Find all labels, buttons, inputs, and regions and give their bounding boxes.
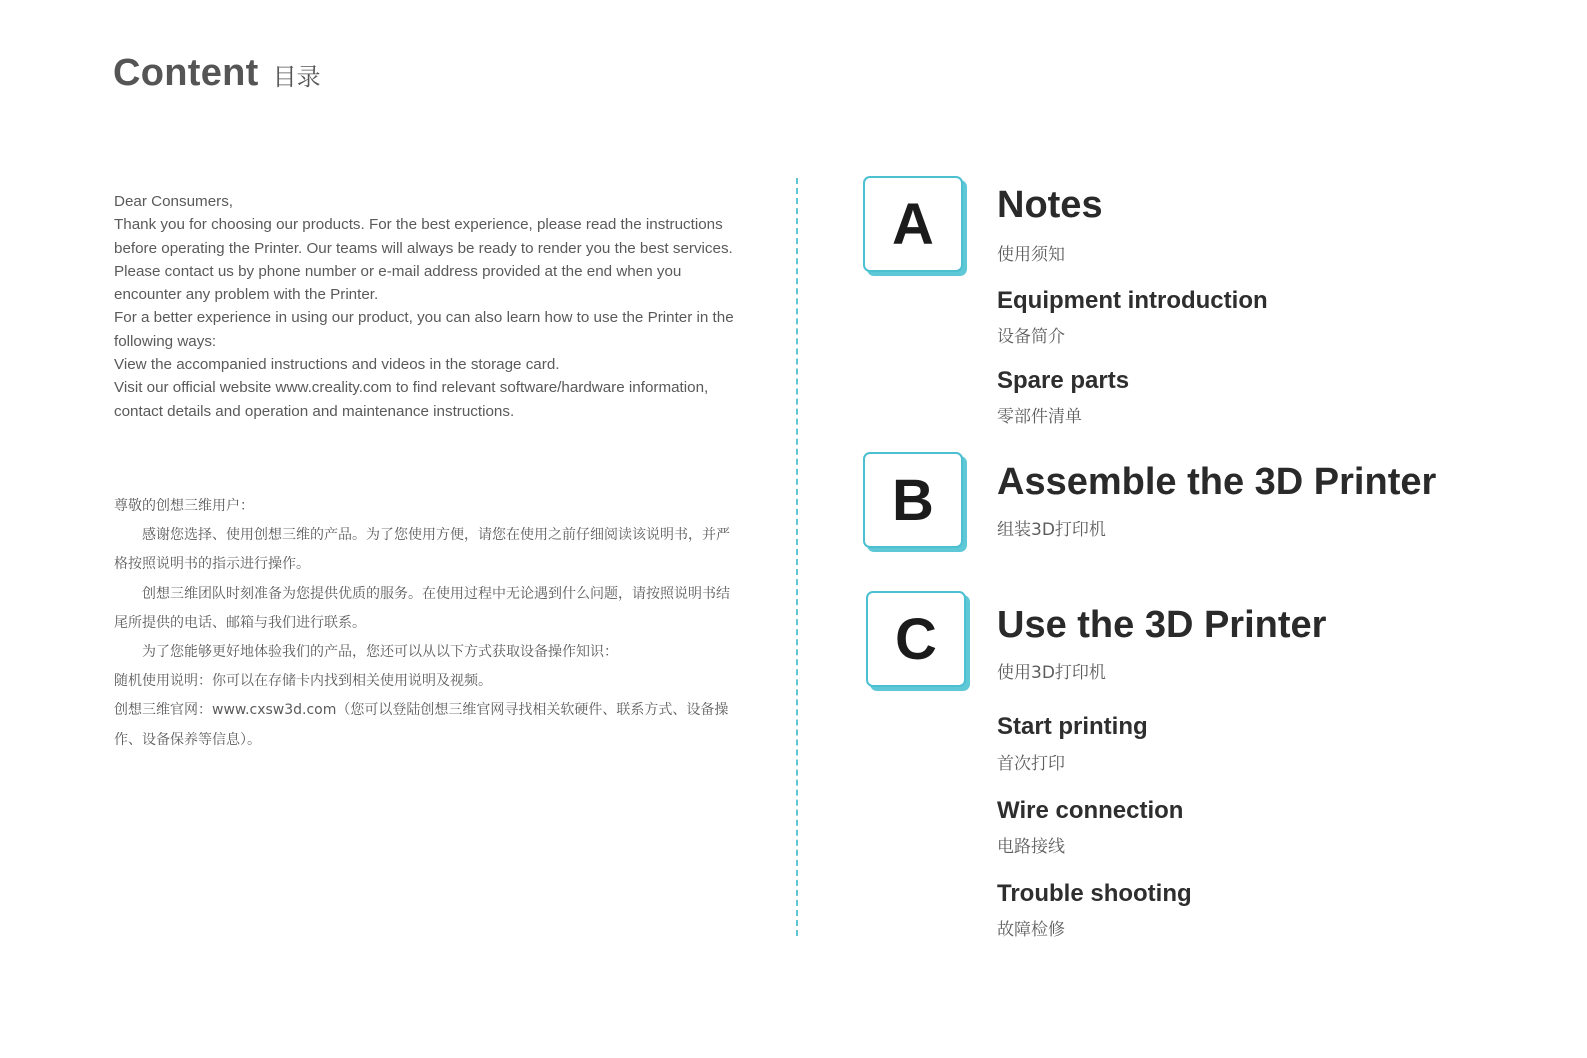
section-a-badge: A bbox=[863, 176, 963, 272]
section-b-badge: B bbox=[863, 452, 963, 548]
intro-english bbox=[114, 190, 734, 423]
intro-chinese bbox=[114, 492, 734, 755]
intro-paragraph-zh: 随机使用说明：你可以在存储卡内找到相关使用说明及视频。 bbox=[114, 673, 492, 690]
page-title-zh: 目录 bbox=[272, 63, 321, 91]
intro-paragraph-zh: 感谢您选择、使用创想三维的产品。为了您使用方便，请您在使用之前仔细阅读该说明书，并严格按照说明书的指示进行操作。 bbox=[114, 527, 730, 573]
section-a-title: Notes bbox=[997, 184, 1103, 226]
intro-paragraph-zh: 为了您能够更好地体验我们的产品，您还可以从以下方式获取设备操作知识： bbox=[142, 644, 618, 661]
toc-item-start-printing-zh: 首次打印 bbox=[997, 754, 1065, 774]
toc-item-trouble-shooting-zh: 故障检修 bbox=[997, 920, 1065, 940]
page-title bbox=[113, 52, 321, 95]
intro-paragraph-zh: 创想三维官网：www.cxsw3d.com（您可以登陆创想三维官网寻找相关软硬件、联系方式、设备操作、设备保养等信息）。 bbox=[114, 702, 729, 748]
page-title-en: Content bbox=[113, 52, 259, 94]
section-b-title: Assemble the 3D Printer bbox=[997, 461, 1437, 503]
section-c-title: Use the 3D Printer bbox=[997, 604, 1327, 646]
section-c-badge: C bbox=[866, 591, 966, 687]
intro-paragraph: View the accompanied instructions and videos in the storage card. bbox=[114, 356, 560, 374]
greeting-zh: 尊敬的创想三维用户： bbox=[114, 498, 254, 514]
toc-item-equipment-introduction-zh: 设备简介 bbox=[997, 327, 1065, 347]
intro-paragraph: For a better experience in using our product, you can also learn how to use the Printer in the following ways: bbox=[114, 309, 734, 350]
greeting-en: Dear Consumers, bbox=[114, 193, 234, 210]
section-c-title-zh: 使用3D打印机 bbox=[997, 663, 1106, 683]
intro-paragraph: Visit our official website www.creality.com to find relevant software/hardware information, contact details and operation and maintenance instructions. bbox=[114, 379, 709, 420]
toc-item-wire-connection-zh: 电路接线 bbox=[997, 837, 1065, 857]
dashed-divider bbox=[796, 178, 798, 936]
toc-item-start-printing: Start printing bbox=[997, 713, 1148, 740]
toc-item-equipment-introduction: Equipment introduction bbox=[997, 287, 1268, 314]
toc-item-spare-parts: Spare parts bbox=[997, 367, 1130, 394]
toc-item-spare-parts-zh: 零部件清单 bbox=[997, 407, 1082, 427]
section-b-title-zh: 组装3D打印机 bbox=[997, 520, 1106, 540]
toc-item-wire-connection: Wire connection bbox=[997, 797, 1184, 824]
intro-paragraph-zh: 创想三维团队时刻准备为您提供优质的服务。在使用过程中无论遇到什么问题，请按照说明书结尾所提供的电话、邮箱与我们进行联系。 bbox=[114, 585, 730, 631]
intro-paragraph: Thank you for choosing our products. For the best experience, please read the instructions before operating the Printer. Our teams will always be ready to render you the best services. Please contact us by phone number or e-mail address provided at the end when you encounter any problem with the Printer. bbox=[114, 216, 733, 304]
section-a-title-zh: 使用须知 bbox=[997, 245, 1065, 265]
toc-item-trouble-shooting: Trouble shooting bbox=[997, 880, 1192, 907]
